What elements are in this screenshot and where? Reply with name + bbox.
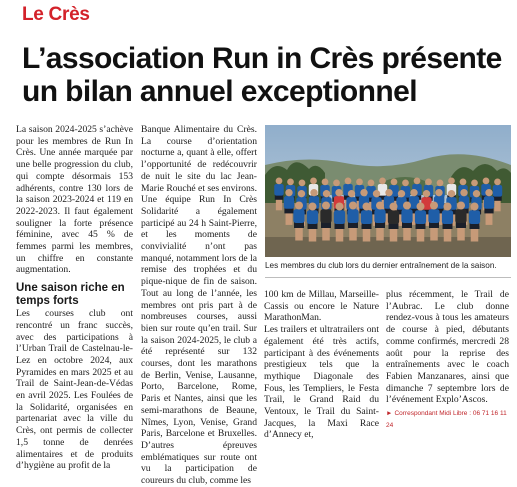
correspondent-credit — [386, 408, 509, 431]
photo-illustration — [265, 125, 511, 257]
article-column-1 — [16, 124, 133, 472]
credit-text: Correspondant Midi Libre : 06 71 16 11 24 — [386, 410, 507, 429]
body-paragraph: Les courses club ont rencontré un franc succès, avec des participations à l’Urban Trail de Castelnau-le-Lez en octobre 2024, aux Pyramides en mars 2025 et au Trail de Saint-Jean-de-Védas en avril 2025. Les Foulées de la Solidarité, organisées en partenariat avec la ville du Crès, ont permis de collecter 1,5 tonne de denrées alimentaires et de produits d’hygiène au profit de la — [16, 308, 133, 472]
subheading: Une saison riche en temps forts — [16, 282, 125, 307]
article-column-2 — [141, 124, 257, 487]
headline-line-2: un bilan annuel exceptionnel — [22, 75, 417, 108]
headline — [22, 42, 512, 108]
intro-paragraph: La saison 2024-2025 s’achève pour les membres de Run In Crès. Une année marquée par une belle progression du club, qui compte désormais 153 adhérents, contre 130 lors de la saison 2023-2024 et 119 en 2022-2023. Il faut également souligner la forte présence féminine, avec 45 % de femmes parmi les membres, un chiffre en constante augmentation. — [16, 124, 133, 276]
article-column-4 — [386, 289, 509, 431]
body-paragraph: Les trailers et ultratrailers ont également été très actifs, participant à des événements prestigieux tels que la mythique Diagonale des Fous, les Templiers, le Festa Trail, le Grand Raid du Ventoux, le Trail du Saint-Jacques, la Maxi Race d’Annecy et, — [264, 324, 379, 441]
kicker: Le Crès — [22, 4, 90, 25]
article-column-3 — [264, 289, 379, 441]
divider — [265, 277, 511, 278]
arrow-icon: ► — [386, 410, 393, 418]
headline-line-1: L’association Run in Crès présente — [22, 42, 502, 75]
club-group-photo — [265, 125, 511, 257]
photo-caption: Les membres du club lors du dernier entraînement de la saison. — [265, 261, 497, 270]
body-paragraph: Banque Alimentaire du Crès. La course d’orientation nocturne a, quant à elle, offert l’opportunité de redécouvrir de nuit le site du lac Jean-Marie Rouché et ses environs. Une équipe Run In Crès Solidarité a également participé au 24 h Saint-Pierre, et les moments de convivialité n’ont pas manqué, notamment lors de la remise des trophées et du pique-nique de fin de saison. Tout au long de l’année, les membres ont pris part à de nombreuses courses, aussi bien sur route qu’en trail. Sur la saison 2024-2025, le club a été représenté sur 132 courses, dont les marathons de Berlin, Venise, Lausanne, Porto, Barcelone, Rome, Paris et Nantes, ainsi que les semi-marathons de Beaune, Nîmes, Lyon, Venise, Grand Paris, Barcelone et Bruxelles. D’autres épreuves emblématiques sur route ont vu la participation de coureurs du club, comme les — [141, 124, 257, 487]
body-paragraph: plus récemment, le Trail de l’Aubrac. Le club donne rendez-vous à tous les amateurs de course à pied, débutants comme confirmés, mercredi 28 août pour la reprise des entraînements avec le coach Fabien Manzanares, ainsi que dimanche 7 septembre lors de l’événement Explo’Ascos. — [386, 289, 509, 406]
body-paragraph: 100 km de Millau, Marseille-Cassis ou encore le Nature MarathonMan. — [264, 289, 379, 324]
